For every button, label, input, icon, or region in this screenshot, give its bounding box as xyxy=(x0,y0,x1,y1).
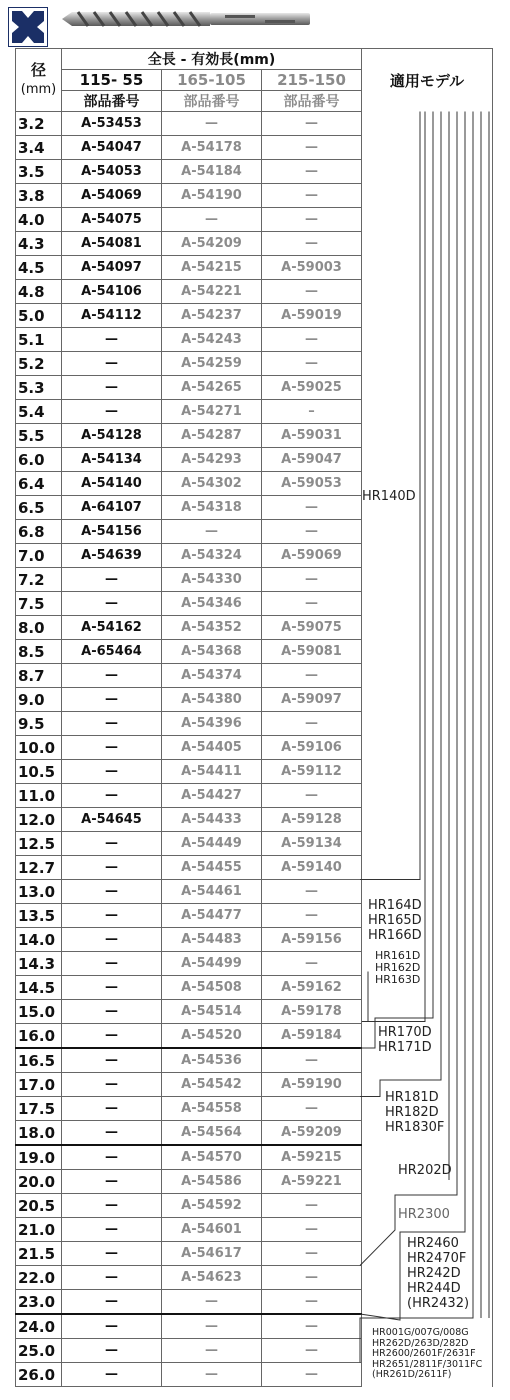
part-115-cell: — xyxy=(62,1314,162,1339)
diameter-cell: 21.0 xyxy=(16,1218,62,1242)
part-165-cell: A-54520 xyxy=(162,1024,262,1049)
part-115-cell: — xyxy=(62,1170,162,1194)
part-215-cell: — xyxy=(262,664,362,688)
part-115-cell: — xyxy=(62,1024,162,1049)
part-215-cell: — xyxy=(262,112,362,136)
part-115-cell: A-54140 xyxy=(62,472,162,496)
diameter-cell: 6.8 xyxy=(16,520,62,544)
table-row xyxy=(16,856,493,880)
part-115-cell: A-54162 xyxy=(62,616,162,640)
table-row xyxy=(16,208,493,232)
part-215-cell: A-59112 xyxy=(262,760,362,784)
diameter-cell: 6.4 xyxy=(16,472,62,496)
part-165-cell: A-54508 xyxy=(162,976,262,1000)
diameter-cell: 23.0 xyxy=(16,1290,62,1315)
model-cell xyxy=(362,328,493,352)
part-label-3: 部品番号 xyxy=(262,91,362,112)
part-165-cell: A-54499 xyxy=(162,952,262,976)
part-215-cell: A-59069 xyxy=(262,544,362,568)
part-165-cell: — xyxy=(162,112,262,136)
part-215-cell: — xyxy=(262,568,362,592)
diameter-cell: 5.4 xyxy=(16,400,62,424)
part-165-cell: A-54374 xyxy=(162,664,262,688)
part-165-cell: A-54558 xyxy=(162,1097,262,1121)
part-115-cell: — xyxy=(62,928,162,952)
diameter-cell: 14.3 xyxy=(16,952,62,976)
part-215-cell: — xyxy=(262,1290,362,1315)
model-cell xyxy=(362,424,493,448)
model-cell xyxy=(362,184,493,208)
part-165-cell: — xyxy=(162,208,262,232)
model-cell xyxy=(362,664,493,688)
part-115-cell: A-54112 xyxy=(62,304,162,328)
part-115-cell: — xyxy=(62,1048,162,1073)
part-165-cell: A-54346 xyxy=(162,592,262,616)
part-115-cell: — xyxy=(62,904,162,928)
model-cell xyxy=(362,520,493,544)
model-cell xyxy=(362,448,493,472)
table-row xyxy=(16,808,493,832)
diameter-cell: 13.0 xyxy=(16,880,62,904)
part-215-cell: — xyxy=(262,592,362,616)
part-165-cell: A-54287 xyxy=(162,424,262,448)
part-165-cell: A-54215 xyxy=(162,256,262,280)
part-165-cell: A-54433 xyxy=(162,808,262,832)
table-row xyxy=(16,256,493,280)
part-165-cell: A-54178 xyxy=(162,136,262,160)
part-115-cell: — xyxy=(62,376,162,400)
part-215-cell: — xyxy=(262,1266,362,1290)
part-115-cell: — xyxy=(62,880,162,904)
model-cell xyxy=(362,808,493,832)
part-115-cell: — xyxy=(62,568,162,592)
part-165-cell: — xyxy=(162,1363,262,1387)
part-215-cell: — xyxy=(262,952,362,976)
model-cell xyxy=(362,1000,493,1024)
table-row xyxy=(16,352,493,376)
part-115-cell: — xyxy=(62,1000,162,1024)
length-col-3: 215-150 xyxy=(262,70,362,91)
part-115-cell: — xyxy=(62,784,162,808)
part-215-cell: A-59003 xyxy=(262,256,362,280)
model-cell xyxy=(362,208,493,232)
part-165-cell: A-54302 xyxy=(162,472,262,496)
table-row xyxy=(16,376,493,400)
diameter-cell: 21.5 xyxy=(16,1242,62,1266)
model-cell xyxy=(362,616,493,640)
diameter-cell: 20.0 xyxy=(16,1170,62,1194)
part-165-cell: A-54449 xyxy=(162,832,262,856)
table-row xyxy=(16,544,493,568)
part-115-cell: — xyxy=(62,1290,162,1315)
part-115-cell: A-53453 xyxy=(62,112,162,136)
table-row xyxy=(16,448,493,472)
part-115-cell: A-54053 xyxy=(62,160,162,184)
table-row xyxy=(16,328,493,352)
part-165-cell: A-54243 xyxy=(162,328,262,352)
diameter-cell: 26.0 xyxy=(16,1363,62,1387)
part-215-cell: — xyxy=(262,1097,362,1121)
table-row xyxy=(16,976,493,1000)
diameter-cell: 6.5 xyxy=(16,496,62,520)
part-115-cell: A-54645 xyxy=(62,808,162,832)
part-115-cell: A-64107 xyxy=(62,496,162,520)
length-header: 全長 - 有効長(mm) xyxy=(62,49,362,70)
part-115-cell: — xyxy=(62,1339,162,1363)
diameter-cell: 4.5 xyxy=(16,256,62,280)
part-165-cell: A-54411 xyxy=(162,760,262,784)
part-115-cell: — xyxy=(62,952,162,976)
part-215-cell: A-59106 xyxy=(262,736,362,760)
part-165-cell: A-54617 xyxy=(162,1242,262,1266)
part-215-cell: A-59019 xyxy=(262,304,362,328)
part-165-cell: A-54209 xyxy=(162,232,262,256)
length-col-2: 165-105 xyxy=(162,70,262,91)
model-label-hr202d: HR202D xyxy=(398,1163,452,1178)
part-215-cell: A-59209 xyxy=(262,1121,362,1146)
part-215-cell: A-59156 xyxy=(262,928,362,952)
diameter-cell: 16.0 xyxy=(16,1024,62,1049)
part-165-cell: A-54461 xyxy=(162,880,262,904)
model-cell xyxy=(362,376,493,400)
part-165-cell: A-54221 xyxy=(162,280,262,304)
model-label-hr140d: HR140D xyxy=(362,489,416,504)
part-115-cell: — xyxy=(62,1073,162,1097)
model-label-hr170d: HR170D HR171D xyxy=(378,1025,432,1055)
part-215-cell: A-59081 xyxy=(262,640,362,664)
table-row xyxy=(16,952,493,976)
part-165-cell: A-54293 xyxy=(162,448,262,472)
part-215-cell: – xyxy=(262,400,362,424)
model-cell xyxy=(362,688,493,712)
part-label-1: 部品番号 xyxy=(62,91,162,112)
diameter-cell: 17.0 xyxy=(16,1073,62,1097)
model-cell xyxy=(362,640,493,664)
part-165-cell: A-54265 xyxy=(162,376,262,400)
part-165-cell: A-54427 xyxy=(162,784,262,808)
part-165-cell: A-54623 xyxy=(162,1266,262,1290)
part-215-cell: — xyxy=(262,328,362,352)
part-215-cell: — xyxy=(262,496,362,520)
part-165-cell: A-54542 xyxy=(162,1073,262,1097)
diameter-cell: 7.5 xyxy=(16,592,62,616)
diameter-cell: 3.5 xyxy=(16,160,62,184)
part-115-cell: — xyxy=(62,1145,162,1170)
part-215-cell: — xyxy=(262,160,362,184)
part-215-cell: — xyxy=(262,904,362,928)
diameter-cell: 12.5 xyxy=(16,832,62,856)
part-165-cell: A-54368 xyxy=(162,640,262,664)
diameter-cell: 6.0 xyxy=(16,448,62,472)
model-label-hr001g: HR001G/007G/008G HR262D/263D/282D HR2600/2601F/2631F HR2651/2811F/3011FC (HR261D/2611F) xyxy=(372,1327,483,1380)
diameter-cell: 14.0 xyxy=(16,928,62,952)
table-row xyxy=(16,784,493,808)
part-215-cell: — xyxy=(262,208,362,232)
part-115-cell: — xyxy=(62,1121,162,1146)
table-row xyxy=(16,688,493,712)
part-215-cell: — xyxy=(262,520,362,544)
part-115-cell: — xyxy=(62,1266,162,1290)
part-label-2: 部品番号 xyxy=(162,91,262,112)
part-215-cell: A-59025 xyxy=(262,376,362,400)
diameter-cell: 15.0 xyxy=(16,1000,62,1024)
part-115-cell: — xyxy=(62,1242,162,1266)
diameter-cell: 17.5 xyxy=(16,1097,62,1121)
table-row xyxy=(16,400,493,424)
part-165-cell: A-54324 xyxy=(162,544,262,568)
part-115-cell: — xyxy=(62,760,162,784)
model-cell xyxy=(362,568,493,592)
part-165-cell: A-54352 xyxy=(162,616,262,640)
table-row xyxy=(16,736,493,760)
diameter-cell: 12.0 xyxy=(16,808,62,832)
part-215-cell: A-59215 xyxy=(262,1145,362,1170)
diameter-cell: 7.2 xyxy=(16,568,62,592)
table-row xyxy=(16,712,493,736)
diameter-cell: 4.8 xyxy=(16,280,62,304)
diameter-cell: 14.5 xyxy=(16,976,62,1000)
part-215-cell: A-59134 xyxy=(262,832,362,856)
part-165-cell: A-54237 xyxy=(162,304,262,328)
part-215-cell: A-59140 xyxy=(262,856,362,880)
table-row xyxy=(16,520,493,544)
part-115-cell: A-54156 xyxy=(62,520,162,544)
part-115-cell: A-65464 xyxy=(62,640,162,664)
part-115-cell: — xyxy=(62,352,162,376)
length-col-1: 115- 55 xyxy=(62,70,162,91)
model-cell xyxy=(362,736,493,760)
part-115-cell: — xyxy=(62,856,162,880)
part-115-cell: A-54047 xyxy=(62,136,162,160)
model-cell xyxy=(362,760,493,784)
model-cell xyxy=(362,232,493,256)
diameter-cell: 7.0 xyxy=(16,544,62,568)
table-row xyxy=(16,496,493,520)
part-215-cell: — xyxy=(262,880,362,904)
part-115-cell: — xyxy=(62,736,162,760)
drill-spec-table xyxy=(15,48,493,1387)
part-215-cell: — xyxy=(262,280,362,304)
part-165-cell: A-54564 xyxy=(162,1121,262,1146)
model-cell xyxy=(362,592,493,616)
model-cell xyxy=(362,832,493,856)
part-165-cell: A-54536 xyxy=(162,1048,262,1073)
diameter-cell: 5.5 xyxy=(16,424,62,448)
part-115-cell: — xyxy=(62,1218,162,1242)
part-115-cell: — xyxy=(62,1194,162,1218)
part-165-cell: A-54190 xyxy=(162,184,262,208)
diameter-cell: 4.3 xyxy=(16,232,62,256)
diameter-cell: 3.8 xyxy=(16,184,62,208)
model-cell xyxy=(362,136,493,160)
model-cell xyxy=(362,544,493,568)
part-215-cell: A-59053 xyxy=(262,472,362,496)
part-115-cell: — xyxy=(62,400,162,424)
part-215-cell: A-59221 xyxy=(262,1170,362,1194)
table-row xyxy=(16,760,493,784)
diameter-cell: 9.0 xyxy=(16,688,62,712)
part-165-cell: — xyxy=(162,1314,262,1339)
part-215-cell: — xyxy=(262,232,362,256)
table-row xyxy=(16,184,493,208)
diameter-cell: 16.5 xyxy=(16,1048,62,1073)
diameter-cell: 10.5 xyxy=(16,760,62,784)
part-165-cell: A-54586 xyxy=(162,1170,262,1194)
part-215-cell: — xyxy=(262,712,362,736)
table-row xyxy=(16,1000,493,1024)
part-215-cell: A-59162 xyxy=(262,976,362,1000)
diameter-cell: 20.5 xyxy=(16,1194,62,1218)
part-165-cell: A-54184 xyxy=(162,160,262,184)
diameter-cell: 8.5 xyxy=(16,640,62,664)
table-row xyxy=(16,160,493,184)
table-row xyxy=(16,424,493,448)
part-165-cell: A-54455 xyxy=(162,856,262,880)
part-115-cell: — xyxy=(62,712,162,736)
diameter-cell: 3.2 xyxy=(16,112,62,136)
part-115-cell: A-54128 xyxy=(62,424,162,448)
part-115-cell: A-54106 xyxy=(62,280,162,304)
part-115-cell: — xyxy=(62,664,162,688)
part-215-cell: A-59184 xyxy=(262,1024,362,1049)
table-row xyxy=(16,616,493,640)
part-215-cell: — xyxy=(262,1242,362,1266)
part-165-cell: A-54483 xyxy=(162,928,262,952)
part-165-cell: A-54601 xyxy=(162,1218,262,1242)
model-cell xyxy=(362,112,493,136)
diameter-cell: 8.0 xyxy=(16,616,62,640)
diameter-cell: 19.0 xyxy=(16,1145,62,1170)
model-cell xyxy=(362,352,493,376)
model-label-hr164d: HR164D HR165D HR166D xyxy=(368,898,422,943)
part-165-cell: A-54330 xyxy=(162,568,262,592)
part-165-cell: A-54592 xyxy=(162,1194,262,1218)
part-115-cell: A-54075 xyxy=(62,208,162,232)
part-165-cell: A-54259 xyxy=(162,352,262,376)
part-115-cell: — xyxy=(62,328,162,352)
part-215-cell: — xyxy=(262,1048,362,1073)
part-115-cell: — xyxy=(62,688,162,712)
diameter-cell: 22.0 xyxy=(16,1266,62,1290)
part-165-cell: A-54514 xyxy=(162,1000,262,1024)
table-row xyxy=(16,592,493,616)
diameter-cell: 5.3 xyxy=(16,376,62,400)
drill-bit-image xyxy=(60,6,315,32)
part-215-cell: A-59097 xyxy=(262,688,362,712)
part-215-cell: A-59047 xyxy=(262,448,362,472)
part-215-cell: A-59075 xyxy=(262,616,362,640)
part-215-cell: — xyxy=(262,1314,362,1339)
diameter-cell: 4.0 xyxy=(16,208,62,232)
table-row xyxy=(16,232,493,256)
diameter-cell: 5.0 xyxy=(16,304,62,328)
part-115-cell: A-54639 xyxy=(62,544,162,568)
model-cell xyxy=(362,304,493,328)
diameter-header: 径 (mm) xyxy=(16,49,62,112)
part-165-cell: A-54318 xyxy=(162,496,262,520)
diameter-cell: 11.0 xyxy=(16,784,62,808)
part-215-cell: A-59178 xyxy=(262,1000,362,1024)
part-215-cell: — xyxy=(262,1363,362,1387)
table-row xyxy=(16,664,493,688)
table-row xyxy=(16,568,493,592)
part-215-cell: — xyxy=(262,1218,362,1242)
diameter-cell: 9.5 xyxy=(16,712,62,736)
table-row xyxy=(16,112,493,136)
part-165-cell: A-54570 xyxy=(162,1145,262,1170)
part-115-cell: A-54134 xyxy=(62,448,162,472)
part-115-cell: A-54081 xyxy=(62,232,162,256)
part-215-cell: — xyxy=(262,784,362,808)
model-label-hr181d: HR181D HR182D HR1830F xyxy=(385,1090,445,1135)
diameter-cell: 25.0 xyxy=(16,1339,62,1363)
diameter-cell: 5.2 xyxy=(16,352,62,376)
part-215-cell: — xyxy=(262,352,362,376)
bit-shape-icon xyxy=(8,7,48,47)
diameter-cell: 13.5 xyxy=(16,904,62,928)
table-row xyxy=(16,136,493,160)
table-row xyxy=(16,472,493,496)
part-215-cell: A-59031 xyxy=(262,424,362,448)
table-row xyxy=(16,640,493,664)
model-cell xyxy=(362,160,493,184)
part-165-cell: — xyxy=(162,520,262,544)
part-165-cell: A-54477 xyxy=(162,904,262,928)
part-215-cell: — xyxy=(262,1194,362,1218)
part-165-cell: A-54380 xyxy=(162,688,262,712)
diameter-cell: 24.0 xyxy=(16,1314,62,1339)
model-cell xyxy=(362,280,493,304)
model-cell xyxy=(362,400,493,424)
part-215-cell: A-59128 xyxy=(262,808,362,832)
diameter-cell: 10.0 xyxy=(16,736,62,760)
model-cell xyxy=(362,856,493,880)
table-row xyxy=(16,304,493,328)
part-215-cell: — xyxy=(262,1339,362,1363)
diameter-cell: 3.4 xyxy=(16,136,62,160)
part-115-cell: — xyxy=(62,832,162,856)
part-115-cell: — xyxy=(62,1097,162,1121)
part-115-cell: — xyxy=(62,976,162,1000)
diameter-cell: 18.0 xyxy=(16,1121,62,1146)
part-165-cell: A-54271 xyxy=(162,400,262,424)
part-165-cell: — xyxy=(162,1290,262,1315)
table-row xyxy=(16,832,493,856)
diameter-cell: 12.7 xyxy=(16,856,62,880)
part-115-cell: — xyxy=(62,1363,162,1387)
part-115-cell: — xyxy=(62,592,162,616)
model-cell xyxy=(362,784,493,808)
diameter-cell: 8.7 xyxy=(16,664,62,688)
model-cell xyxy=(362,256,493,280)
model-cell xyxy=(362,712,493,736)
part-165-cell: A-54396 xyxy=(162,712,262,736)
part-215-cell: A-59190 xyxy=(262,1073,362,1097)
model-label-hr2300: HR2300 xyxy=(398,1207,450,1222)
model-header: 適用モデル xyxy=(362,49,493,112)
diameter-cell: 5.1 xyxy=(16,328,62,352)
part-215-cell: — xyxy=(262,184,362,208)
part-115-cell: A-54069 xyxy=(62,184,162,208)
part-165-cell: A-54405 xyxy=(162,736,262,760)
table-row xyxy=(16,280,493,304)
model-label-hr161d: HR161D HR162D HR163D xyxy=(375,949,421,986)
part-165-cell: — xyxy=(162,1339,262,1363)
part-215-cell: — xyxy=(262,136,362,160)
model-label-hr2460: HR2460 HR2470F HR242D HR244D (HR2432) xyxy=(407,1236,470,1311)
part-115-cell: A-54097 xyxy=(62,256,162,280)
